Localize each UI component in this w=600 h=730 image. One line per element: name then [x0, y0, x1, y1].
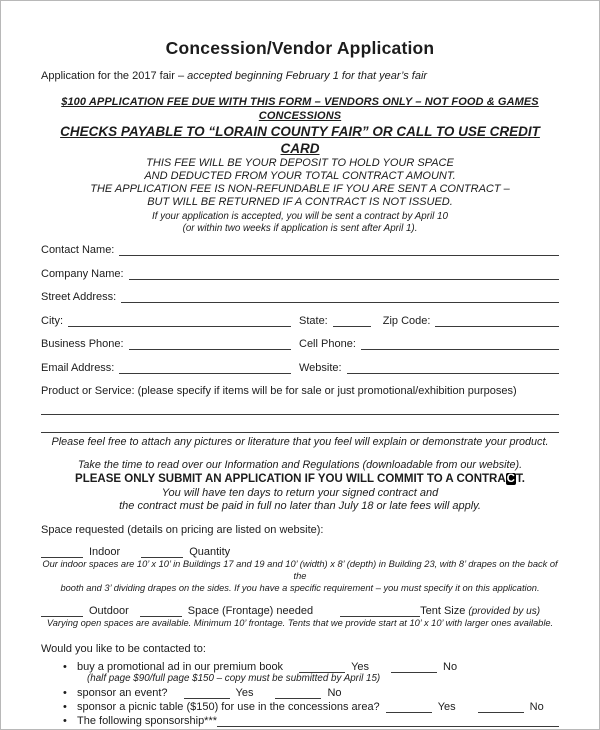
sponsorship-label: • The following sponsorship***	[77, 715, 218, 727]
product-service-input-line-2[interactable]	[41, 415, 559, 433]
website-segment	[299, 361, 559, 374]
intro-regular: Application for the 2017 fair –	[41, 70, 188, 82]
sponsor-event-no-label: No	[327, 687, 342, 699]
picnic-table-yes-blank[interactable]	[386, 700, 432, 713]
sponsor-event-yes-blank[interactable]	[184, 686, 230, 699]
sponsorship-input[interactable]	[217, 714, 559, 727]
outdoor-checkbox-blank[interactable]	[41, 604, 83, 617]
promo-ad-pricing-note: (half page $90/full page $150 – copy must be submitted by April 15)	[87, 673, 381, 684]
contact-name-input[interactable]	[119, 243, 559, 256]
outdoor-note: Varying open spaces are available. Minimum 10’ frontage. Tents that we provide start at 10’ x 10’ with larger ones available.	[46, 617, 554, 628]
website-input[interactable]	[347, 361, 559, 374]
sponsor-event-label: • sponsor an event?	[77, 687, 168, 699]
frontage-blank[interactable]	[140, 604, 182, 617]
fee-notice-line-4: AND DEDUCTED FROM YOUR TOTAL CONTRACT AMOUNT.	[144, 170, 456, 182]
promo-ad-label: • buy a promotional ad in our premium book	[77, 661, 284, 673]
phones-row	[41, 337, 559, 350]
state-zip-segment	[299, 314, 559, 327]
website-label: Website:	[299, 361, 342, 374]
business-phone-label: Business Phone:	[41, 338, 124, 350]
company-name-row	[41, 267, 559, 280]
city-segment	[41, 314, 291, 327]
sponsor-event-no-blank[interactable]	[275, 686, 321, 699]
picnic-table-no-blank[interactable]	[478, 700, 524, 713]
tent-provided-note: (provided by us)	[468, 605, 541, 617]
street-address-input[interactable]	[121, 290, 559, 303]
email-website-row	[41, 361, 559, 374]
state-input[interactable]	[333, 314, 371, 327]
quantity-label: Quantity	[189, 546, 231, 558]
indoor-note-line-1: Our indoor spaces are 10’ x 10’ in Buildings 17 and 19 and 10’ (width) x 8’ (depth) in Building 23, with 8’ drapes on the back of the	[42, 559, 558, 581]
cell-phone-input[interactable]	[361, 337, 559, 350]
email-label: Email Address:	[41, 361, 115, 374]
promo-ad-no-label: No	[443, 661, 458, 673]
email-segment	[41, 361, 291, 374]
zip-code-input[interactable]	[435, 314, 559, 327]
bullet-sponsorship	[63, 713, 559, 727]
cell-phone-label: Cell Phone:	[299, 338, 356, 350]
fee-notice-line-6: BUT WILL BE RETURNED IF A CONTRACT IS NOT ISSUED.	[147, 196, 453, 208]
ten-days-line-1: You will have ten days to return your signed contract and	[161, 487, 439, 499]
tent-size-label: Tent Size	[420, 604, 466, 617]
picnic-table-yes-label: Yes	[437, 701, 456, 713]
fee-notice-line-2: CHECKS PAYABLE TO “LORAIN COUNTY FAIR” OR CALL TO USE CREDIT CARD	[60, 124, 540, 156]
cell-phone-segment	[299, 337, 559, 350]
picnic-table-label: • sponsor a picnic table ($150) for use in the concessions area?	[77, 701, 380, 713]
attach-note: Please feel free to attach any pictures or literature that you feel will explain or demonstrate your product.	[51, 436, 549, 448]
ten-days-line-2: the contract must be paid in full no later than July 18 or late fees will apply.	[119, 500, 481, 512]
contact-name-row	[41, 243, 559, 256]
page-title: Concession/Vendor Application	[165, 38, 435, 58]
indoor-label: Indoor	[89, 546, 121, 558]
fee-notice-line-3: THIS FEE WILL BE YOUR DEPOSIT TO HOLD YOUR SPACE	[146, 157, 454, 169]
outdoor-label: Outdoor	[89, 604, 129, 617]
fee-notice-line-7: If your application is accepted, you will be sent a contract by April 10	[152, 211, 448, 222]
intro-line	[41, 69, 559, 83]
street-address-label: Street Address:	[41, 291, 117, 303]
promo-ad-yes-label: Yes	[351, 661, 370, 673]
text-cursor: C	[506, 473, 515, 485]
picnic-table-no-label: No	[529, 701, 544, 713]
outdoor-row	[41, 604, 559, 617]
city-input[interactable]	[68, 314, 291, 327]
contact-prompt: Would you like to be contacted to:	[41, 643, 206, 655]
fee-notice-line-8: (or within two weeks if application is sent after April 1).	[182, 223, 418, 234]
contact-fields	[41, 243, 559, 374]
promo-ad-no-blank[interactable]	[391, 660, 437, 673]
commit-text-pre: PLEASE ONLY SUBMIT AN APPLICATION IF YOU WILL COMMIT TO A CONTRA	[75, 473, 506, 485]
frontage-label: Space (Frontage) needed	[187, 604, 314, 617]
email-input[interactable]	[119, 361, 291, 374]
commit-text-post: T.	[515, 473, 525, 485]
bullet-sponsor-event	[63, 685, 559, 699]
bullet-promo-ad	[63, 659, 559, 673]
indoor-row	[41, 545, 559, 558]
tent-size-blank[interactable]	[340, 604, 420, 617]
promo-ad-yes-blank[interactable]	[299, 660, 345, 673]
indoor-quantity-blank[interactable]	[141, 545, 183, 558]
intro-italic: accepted beginning February 1 for that year’s fair	[187, 70, 428, 82]
business-phone-segment	[41, 337, 291, 350]
product-service-input-line-1[interactable]	[41, 398, 559, 415]
contact-name-label: Contact Name:	[41, 244, 115, 256]
city-label: City:	[41, 314, 63, 327]
bullet-picnic-table	[63, 699, 559, 713]
fee-notice-line-5: THE APPLICATION FEE IS NON-REFUNDABLE IF YOU ARE SENT A CONTRACT –	[90, 183, 510, 195]
sponsor-event-yes-label: Yes	[235, 687, 254, 699]
company-name-label: Company Name:	[41, 267, 124, 280]
zip-code-label: Zip Code:	[382, 314, 431, 327]
company-name-input[interactable]	[129, 267, 559, 280]
business-phone-input[interactable]	[129, 337, 291, 350]
city-state-zip-row	[41, 314, 559, 327]
space-requested-heading: Space requested (details on pricing are listed on website):	[41, 524, 324, 536]
state-label: State:	[299, 314, 328, 327]
indoor-note-line-2: booth and 3’ dividing drapes on the sides. If you have a specific requirement – you must specify it on this application.	[60, 583, 540, 593]
fee-notice-line-1: $100 APPLICATION FEE DUE WITH THIS FORM – VENDORS ONLY – NOT FOOD & GAMES CONCESSIONS	[61, 96, 539, 122]
street-address-row	[41, 290, 559, 303]
product-service-label: Product or Service: (please specify if items will be for sale or just promotional/exhibition purposes)	[41, 385, 517, 397]
read-regulations-note: Take the time to read over our Information and Regulations (downloadable from our website).	[77, 459, 523, 471]
commit-statement	[41, 472, 559, 487]
indoor-checkbox-blank[interactable]	[41, 545, 83, 558]
